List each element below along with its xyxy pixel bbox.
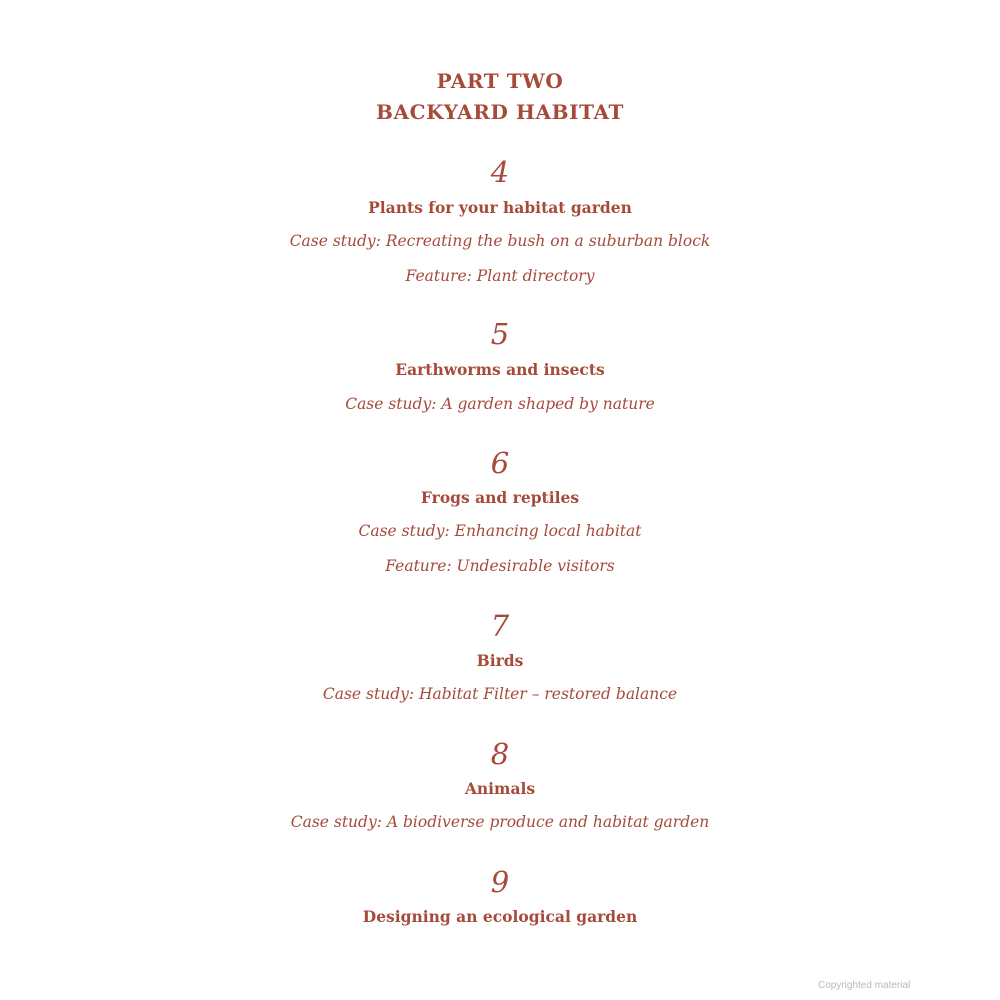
part-label: PART TWO bbox=[436, 69, 564, 93]
chapter-number: 7 bbox=[490, 609, 510, 643]
chapter-number: 5 bbox=[490, 317, 510, 351]
chapter-title: Plants for your habitat garden bbox=[368, 198, 632, 217]
chapter-title: Birds bbox=[476, 651, 524, 670]
chapter-feature: Feature: Plant directory bbox=[405, 267, 595, 285]
chapter-title: Frogs and reptiles bbox=[420, 488, 580, 507]
chapter-case-study: Case study: Recreating the bush on a suburban block bbox=[289, 232, 711, 250]
chapter-title: Designing an ecological garden bbox=[362, 907, 638, 926]
chapter-title: Earthworms and insects bbox=[395, 360, 605, 379]
chapter-feature: Feature: Undesirable visitors bbox=[385, 557, 615, 575]
chapter-case-study: Case study: A garden shaped by nature bbox=[345, 395, 655, 413]
chapter-case-study: Case study: Habitat Filter – restored balance bbox=[322, 685, 678, 703]
part-title: BACKYARD HABITAT bbox=[376, 100, 624, 124]
chapter-title: Animals bbox=[464, 779, 536, 798]
chapter-number: 6 bbox=[490, 446, 510, 480]
chapter-case-study: Case study: Enhancing local habitat bbox=[358, 522, 642, 540]
chapter-number: 4 bbox=[490, 155, 510, 189]
copyright-notice: Copyrighted material bbox=[818, 980, 911, 991]
chapter-number: 8 bbox=[490, 737, 510, 771]
chapter-number: 9 bbox=[490, 865, 510, 899]
chapter-case-study: Case study: A biodiverse produce and habitat garden bbox=[290, 813, 710, 831]
